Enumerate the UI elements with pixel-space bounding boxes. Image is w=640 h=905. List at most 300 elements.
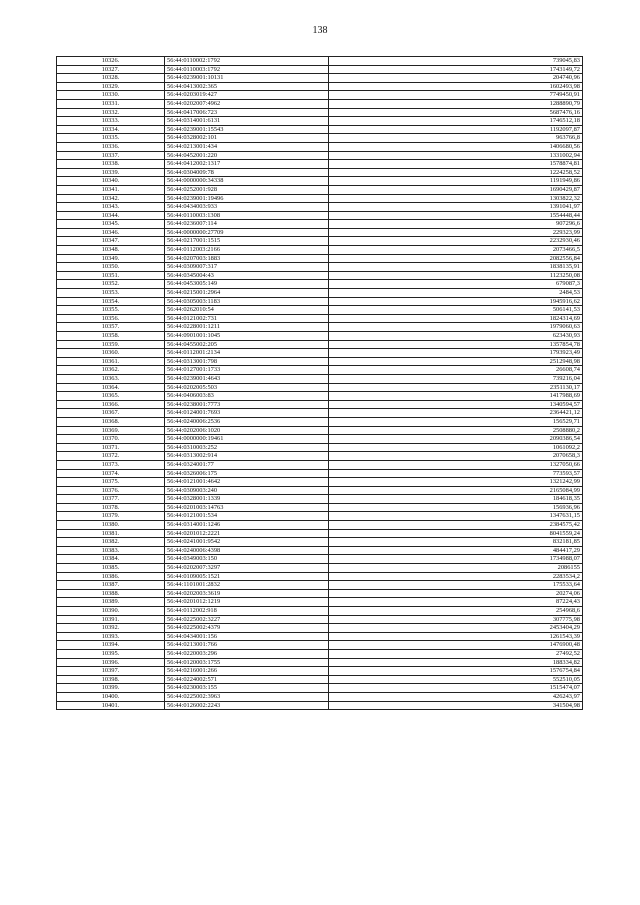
cadastral-value: 2453404,29 — [329, 624, 583, 633]
row-number: 10332. — [57, 108, 165, 117]
table-row — [57, 65, 583, 74]
table-row — [57, 555, 583, 564]
cadastral-number: 56:44:0434003:933 — [165, 203, 329, 212]
cadastral-number: 56:44:0216001:266 — [165, 667, 329, 676]
cadastral-value: 8041559,24 — [329, 529, 583, 538]
table-row — [57, 237, 583, 246]
table-row — [57, 297, 583, 306]
table-row — [57, 160, 583, 169]
table-row — [57, 486, 583, 495]
cadastral-number: 56:44:0239001:15543 — [165, 125, 329, 134]
cadastral-number: 56:44:0240006:2536 — [165, 417, 329, 426]
table-row — [57, 607, 583, 616]
cadastral-value: 2165084,99 — [329, 486, 583, 495]
cadastral-number: 56:44:0305003:1183 — [165, 297, 329, 306]
cadastral-number: 56:44:0230003:155 — [165, 684, 329, 693]
row-number: 10367. — [57, 409, 165, 418]
cadastral-value: 156936,96 — [329, 503, 583, 512]
cadastral-value: 1123250,08 — [329, 271, 583, 280]
row-number: 10337. — [57, 151, 165, 160]
cadastral-number: 56:44:0225002:3227 — [165, 615, 329, 624]
row-number: 10388. — [57, 589, 165, 598]
row-number: 10366. — [57, 400, 165, 409]
row-number: 10351. — [57, 271, 165, 280]
table-row — [57, 177, 583, 186]
cadastral-number: 56:44:0220003:296 — [165, 649, 329, 658]
cadastral-number: 56:44:0313002:914 — [165, 452, 329, 461]
row-number: 10340. — [57, 177, 165, 186]
cadastral-number: 56:44:0349003:150 — [165, 555, 329, 564]
row-number: 10391. — [57, 615, 165, 624]
row-number: 10326. — [57, 57, 165, 66]
cadastral-number: 56:44:0309003:240 — [165, 486, 329, 495]
table-row — [57, 91, 583, 100]
cadastral-number: 56:44:0112003:2166 — [165, 246, 329, 255]
table-row — [57, 400, 583, 409]
cadastral-value: 2484,53 — [329, 289, 583, 298]
table-row — [57, 649, 583, 658]
row-number: 10401. — [57, 701, 165, 710]
cadastral-number: 56:44:0314001:6131 — [165, 117, 329, 126]
table-row — [57, 289, 583, 298]
cadastral-value: 2090386,54 — [329, 435, 583, 444]
cadastral-number: 56:44:0110003:1308 — [165, 211, 329, 220]
cadastral-value-table — [56, 56, 583, 710]
cadastral-number: 56:44:0203019:427 — [165, 91, 329, 100]
cadastral-value: 1192097,87 — [329, 125, 583, 134]
row-number: 10390. — [57, 607, 165, 616]
table-row — [57, 246, 583, 255]
row-number: 10380. — [57, 521, 165, 530]
cadastral-value: 506141,53 — [329, 306, 583, 315]
cadastral-value: 1793923,49 — [329, 349, 583, 358]
table-row — [57, 271, 583, 280]
cadastral-number: 56:44:0239001:19496 — [165, 194, 329, 203]
cadastral-value: 1824314,69 — [329, 314, 583, 323]
cadastral-number: 56:44:0000000:34338 — [165, 177, 329, 186]
row-number: 10374. — [57, 469, 165, 478]
cadastral-number: 56:44:0000000:27709 — [165, 228, 329, 237]
table-row — [57, 417, 583, 426]
cadastral-value: 1476900,48 — [329, 641, 583, 650]
table-row — [57, 521, 583, 530]
cadastral-number: 56:44:0412002:1317 — [165, 160, 329, 169]
cadastral-number: 56:44:0213001:434 — [165, 142, 329, 151]
table-row — [57, 349, 583, 358]
cadastral-value: 1224258,52 — [329, 168, 583, 177]
cadastral-value: 1391041,97 — [329, 203, 583, 212]
row-number: 10328. — [57, 74, 165, 83]
table-row — [57, 538, 583, 547]
cadastral-number: 56:44:0201012:2221 — [165, 529, 329, 538]
table-row — [57, 374, 583, 383]
cadastral-value: 1347631,15 — [329, 512, 583, 521]
table-row — [57, 641, 583, 650]
row-number: 10382. — [57, 538, 165, 547]
table-row — [57, 332, 583, 341]
table-row — [57, 99, 583, 108]
row-number: 10375. — [57, 478, 165, 487]
cadastral-number: 56:44:0406003:83 — [165, 392, 329, 401]
row-number: 10329. — [57, 82, 165, 91]
cadastral-number: 56:44:0345004:43 — [165, 271, 329, 280]
cadastral-value: 1327050,66 — [329, 460, 583, 469]
table-row — [57, 564, 583, 573]
cadastral-value: 1340594,57 — [329, 400, 583, 409]
cadastral-number: 56:44:0121001:534 — [165, 512, 329, 521]
table-row — [57, 512, 583, 521]
row-number: 10372. — [57, 452, 165, 461]
row-number: 10356. — [57, 314, 165, 323]
cadastral-number: 56:44:0434001:156 — [165, 632, 329, 641]
cadastral-value: 739216,04 — [329, 374, 583, 383]
table-row — [57, 598, 583, 607]
cadastral-number: 56:44:0324001:77 — [165, 460, 329, 469]
cadastral-value: 1578874,81 — [329, 160, 583, 169]
cadastral-value: 1746512,18 — [329, 117, 583, 126]
cadastral-number: 56:44:0236007:114 — [165, 220, 329, 229]
table-row — [57, 452, 583, 461]
cadastral-number: 56:44:0121002:731 — [165, 314, 329, 323]
cadastral-value: 26608,74 — [329, 366, 583, 375]
row-number: 10333. — [57, 117, 165, 126]
row-number: 10371. — [57, 443, 165, 452]
cadastral-value: 1690429,87 — [329, 185, 583, 194]
row-number: 10364. — [57, 383, 165, 392]
table-row — [57, 632, 583, 641]
cadastral-number: 56:44:0413002:365 — [165, 82, 329, 91]
cadastral-number: 56:44:0262010:54 — [165, 306, 329, 315]
table-row — [57, 572, 583, 581]
cadastral-number: 56:44:0202003:3619 — [165, 589, 329, 598]
row-number: 10354. — [57, 297, 165, 306]
cadastral-number: 56:44:0452001:220 — [165, 151, 329, 160]
table-row — [57, 151, 583, 160]
row-number: 10358. — [57, 332, 165, 341]
cadastral-number: 56:44:0202007:3297 — [165, 564, 329, 573]
cadastral-number: 56:44:0213001:766 — [165, 641, 329, 650]
cadastral-number: 56:44:0127001:1733 — [165, 366, 329, 375]
table-row — [57, 168, 583, 177]
cadastral-number: 56:44:0201012:1219 — [165, 598, 329, 607]
table-row — [57, 228, 583, 237]
row-number: 10341. — [57, 185, 165, 194]
cadastral-value: 307775,98 — [329, 615, 583, 624]
cadastral-number: 56:44:0121001:4642 — [165, 478, 329, 487]
cadastral-value: 679087,3 — [329, 280, 583, 289]
cadastral-value: 426243,97 — [329, 692, 583, 701]
cadastral-value: 2232930,46 — [329, 237, 583, 246]
row-number: 10362. — [57, 366, 165, 375]
table-row — [57, 426, 583, 435]
cadastral-number: 56:44:0215001:2964 — [165, 289, 329, 298]
cadastral-value: 184618,35 — [329, 495, 583, 504]
cadastral-number: 56:44:0217001:1515 — [165, 237, 329, 246]
cadastral-value: 1838135,91 — [329, 263, 583, 272]
cadastral-number: 56:44:0225002:3963 — [165, 692, 329, 701]
row-number: 10352. — [57, 280, 165, 289]
row-number: 10397. — [57, 667, 165, 676]
cadastral-value: 773593,57 — [329, 469, 583, 478]
cadastral-value: 2512948,98 — [329, 357, 583, 366]
table-row — [57, 366, 583, 375]
table-row — [57, 589, 583, 598]
row-number: 10336. — [57, 142, 165, 151]
row-number: 10349. — [57, 254, 165, 263]
cadastral-value: 5687476,16 — [329, 108, 583, 117]
cadastral-value: 2384575,42 — [329, 521, 583, 530]
cadastral-value: 1743149,72 — [329, 65, 583, 74]
table-row — [57, 211, 583, 220]
table-row — [57, 254, 583, 263]
cadastral-number: 56:44:0228001:1211 — [165, 323, 329, 332]
row-number: 10377. — [57, 495, 165, 504]
cadastral-number: 56:44:0224002:571 — [165, 675, 329, 684]
cadastral-value: 341504,98 — [329, 701, 583, 710]
cadastral-value: 623430,93 — [329, 332, 583, 341]
cadastral-value: 1576754,84 — [329, 667, 583, 676]
cadastral-value: 1554448,44 — [329, 211, 583, 220]
cadastral-value: 907296,6 — [329, 220, 583, 229]
cadastral-number: 56:44:0328002:101 — [165, 134, 329, 143]
cadastral-number: 56:44:0417006:723 — [165, 108, 329, 117]
table-row — [57, 546, 583, 555]
cadastral-value: 2283534,2 — [329, 572, 583, 581]
row-number: 10357. — [57, 323, 165, 332]
row-number: 10396. — [57, 658, 165, 667]
cadastral-number: 56:44:0241001:9542 — [165, 538, 329, 547]
table-row — [57, 684, 583, 693]
cadastral-number: 56:44:0240006:4398 — [165, 546, 329, 555]
row-number: 10353. — [57, 289, 165, 298]
cadastral-number: 56:44:0124001:7693 — [165, 409, 329, 418]
table-row — [57, 185, 583, 194]
table-row — [57, 624, 583, 633]
table-row — [57, 409, 583, 418]
cadastral-number: 56:44:0126002:2243 — [165, 701, 329, 710]
cadastral-value: 1734988,07 — [329, 555, 583, 564]
cadastral-number: 56:44:0252001:928 — [165, 185, 329, 194]
row-number: 10385. — [57, 564, 165, 573]
cadastral-number: 56:44:0310003:252 — [165, 443, 329, 452]
table-row — [57, 134, 583, 143]
table-row — [57, 478, 583, 487]
table-row — [57, 460, 583, 469]
cadastral-number: 56:44:0239001:10131 — [165, 74, 329, 83]
cadastral-number: 56:44:0309007:317 — [165, 263, 329, 272]
table-row — [57, 469, 583, 478]
cadastral-value: 1331002,94 — [329, 151, 583, 160]
cadastral-value: 2508880,2 — [329, 426, 583, 435]
table-row — [57, 529, 583, 538]
row-number: 10379. — [57, 512, 165, 521]
table-row — [57, 692, 583, 701]
cadastral-value: 2086155 — [329, 564, 583, 573]
table-row — [57, 675, 583, 684]
page-number: 138 — [312, 25, 328, 36]
cadastral-value: 1061092,2 — [329, 443, 583, 452]
cadastral-value: 2073466,5 — [329, 246, 583, 255]
cadastral-number: 56:44:0202006:1020 — [165, 426, 329, 435]
cadastral-number: 56:44:0207003:1883 — [165, 254, 329, 263]
cadastral-value: 1357854,78 — [329, 340, 583, 349]
table-row — [57, 220, 583, 229]
row-number: 10361. — [57, 357, 165, 366]
row-number: 10376. — [57, 486, 165, 495]
cadastral-value: 832181,85 — [329, 538, 583, 547]
cadastral-value: 2070658,3 — [329, 452, 583, 461]
cadastral-number: 56:44:1101001:2832 — [165, 581, 329, 590]
cadastral-number: 56:44:0112001:2134 — [165, 349, 329, 358]
row-number: 10343. — [57, 203, 165, 212]
cadastral-value: 1406680,56 — [329, 142, 583, 151]
cadastral-value: 1288890,79 — [329, 99, 583, 108]
cadastral-number: 56:44:0109005:1521 — [165, 572, 329, 581]
row-number: 10393. — [57, 632, 165, 641]
cadastral-value: 175533,64 — [329, 581, 583, 590]
cadastral-number: 56:44:0328001:1339 — [165, 495, 329, 504]
cadastral-number: 56:44:0110003:1792 — [165, 65, 329, 74]
cadastral-value: 963766,8 — [329, 134, 583, 143]
cadastral-value: 2082556,84 — [329, 254, 583, 263]
cadastral-value: 27492,52 — [329, 649, 583, 658]
cadastral-number: 56:44:0239001:4643 — [165, 374, 329, 383]
row-number: 10387. — [57, 581, 165, 590]
row-number: 10342. — [57, 194, 165, 203]
row-number: 10398. — [57, 675, 165, 684]
cadastral-value: 552510,05 — [329, 675, 583, 684]
cadastral-number: 56:44:0453005:149 — [165, 280, 329, 289]
table-row — [57, 323, 583, 332]
cadastral-number: 56:44:0238001:7773 — [165, 400, 329, 409]
row-number: 10389. — [57, 598, 165, 607]
row-number: 10346. — [57, 228, 165, 237]
row-number: 10334. — [57, 125, 165, 134]
table-row — [57, 117, 583, 126]
cadastral-value: 1321242,99 — [329, 478, 583, 487]
row-number: 10395. — [57, 649, 165, 658]
row-number: 10365. — [57, 392, 165, 401]
table-row — [57, 82, 583, 91]
cadastral-number: 56:44:0120003:1755 — [165, 658, 329, 667]
table-row — [57, 280, 583, 289]
cadastral-value: 739045,83 — [329, 57, 583, 66]
table-row — [57, 615, 583, 624]
table-row — [57, 203, 583, 212]
cadastral-value: 1191949,86 — [329, 177, 583, 186]
cadastral-number: 56:44:0225002:4379 — [165, 624, 329, 633]
row-number: 10370. — [57, 435, 165, 444]
row-number: 10359. — [57, 340, 165, 349]
row-number: 10400. — [57, 692, 165, 701]
table-row — [57, 658, 583, 667]
row-number: 10339. — [57, 168, 165, 177]
cadastral-number: 56:44:0313001:798 — [165, 357, 329, 366]
table-row — [57, 392, 583, 401]
row-number: 10330. — [57, 91, 165, 100]
row-number: 10344. — [57, 211, 165, 220]
cadastral-value: 2364421,12 — [329, 409, 583, 418]
table-row — [57, 306, 583, 315]
row-number: 10331. — [57, 99, 165, 108]
cadastral-value: 204740,96 — [329, 74, 583, 83]
table-row — [57, 142, 583, 151]
table-row — [57, 74, 583, 83]
row-number: 10383. — [57, 546, 165, 555]
cadastral-number: 56:44:0455002:205 — [165, 340, 329, 349]
table-row — [57, 57, 583, 66]
table-row — [57, 357, 583, 366]
table-body — [57, 57, 583, 710]
cadastral-value: 1945916,62 — [329, 297, 583, 306]
cadastral-value: 254968,6 — [329, 607, 583, 616]
cadastral-value: 1602493,98 — [329, 82, 583, 91]
cadastral-number: 56:44:0110002:1792 — [165, 57, 329, 66]
row-number: 10355. — [57, 306, 165, 315]
table-row — [57, 263, 583, 272]
table-row — [57, 495, 583, 504]
cadastral-number: 56:44:0304009:78 — [165, 168, 329, 177]
table-row — [57, 667, 583, 676]
row-number: 10399. — [57, 684, 165, 693]
cadastral-value: 1979060,63 — [329, 323, 583, 332]
row-number: 10348. — [57, 246, 165, 255]
table-row — [57, 108, 583, 117]
table-row — [57, 503, 583, 512]
cadastral-number: 56:44:0202005:503 — [165, 383, 329, 392]
cadastral-number: 56:44:0112002:918 — [165, 607, 329, 616]
row-number: 10381. — [57, 529, 165, 538]
row-number: 10386. — [57, 572, 165, 581]
row-number: 10345. — [57, 220, 165, 229]
row-number: 10335. — [57, 134, 165, 143]
table-row — [57, 383, 583, 392]
table-row — [57, 581, 583, 590]
row-number: 10327. — [57, 65, 165, 74]
cadastral-value: 2351130,17 — [329, 383, 583, 392]
table-row — [57, 340, 583, 349]
row-number: 10392. — [57, 624, 165, 633]
row-number: 10378. — [57, 503, 165, 512]
cadastral-value: 7749450,91 — [329, 91, 583, 100]
cadastral-number: 56:44:0000000:19461 — [165, 435, 329, 444]
cadastral-number: 56:44:0201003:14763 — [165, 503, 329, 512]
table-row — [57, 435, 583, 444]
row-number: 10338. — [57, 160, 165, 169]
cadastral-value: 1417988,69 — [329, 392, 583, 401]
cadastral-number: 56:44:0326006:175 — [165, 469, 329, 478]
row-number: 10350. — [57, 263, 165, 272]
cadastral-value: 1261543,39 — [329, 632, 583, 641]
row-number: 10368. — [57, 417, 165, 426]
table-row — [57, 314, 583, 323]
row-number: 10363. — [57, 374, 165, 383]
cadastral-value: 1303822,32 — [329, 194, 583, 203]
cadastral-number: 56:44:0901001:1045 — [165, 332, 329, 341]
table-row — [57, 125, 583, 134]
cadastral-value: 188334,82 — [329, 658, 583, 667]
row-number: 10360. — [57, 349, 165, 358]
table-row — [57, 194, 583, 203]
cadastral-value: 20274,06 — [329, 589, 583, 598]
row-number: 10347. — [57, 237, 165, 246]
cadastral-number: 56:44:0202007:4962 — [165, 99, 329, 108]
cadastral-value: 156529,71 — [329, 417, 583, 426]
row-number: 10394. — [57, 641, 165, 650]
table-row — [57, 443, 583, 452]
row-number: 10384. — [57, 555, 165, 564]
cadastral-value: 229323,99 — [329, 228, 583, 237]
